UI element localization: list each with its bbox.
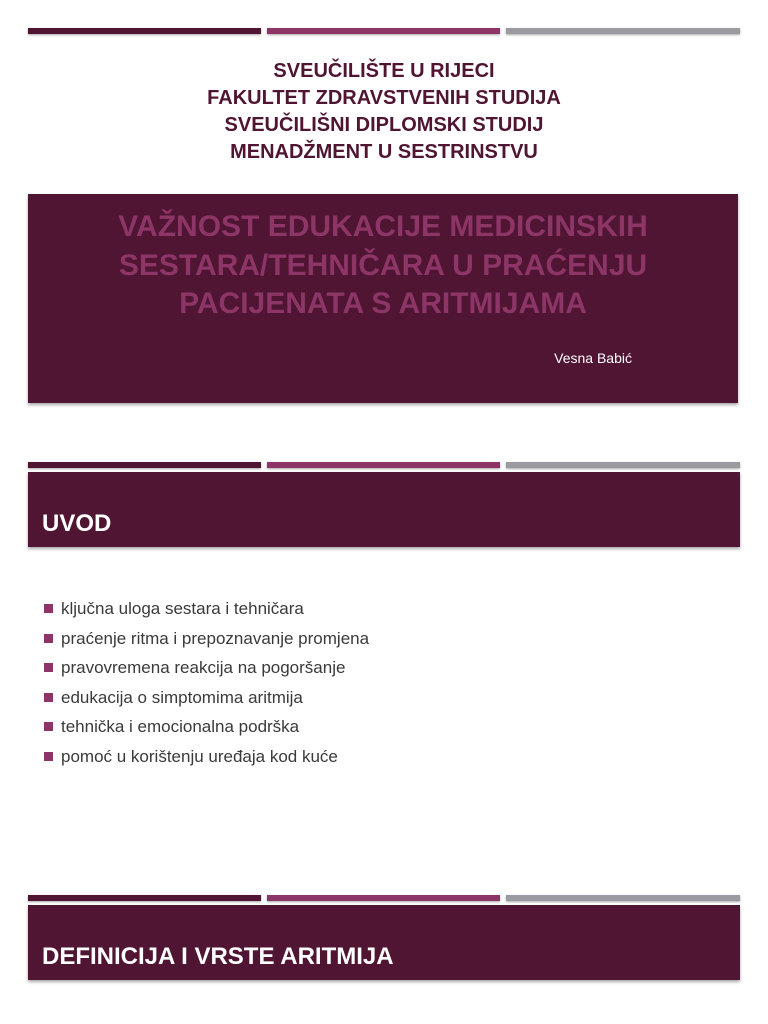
accent-stripe-gray <box>506 28 740 34</box>
square-bullet-icon <box>44 752 53 761</box>
accent-stripe-magenta <box>267 462 500 468</box>
square-bullet-icon <box>44 604 53 613</box>
accent-stripe-row <box>28 895 740 903</box>
accent-stripe-plum <box>28 28 261 34</box>
square-bullet-icon <box>44 693 53 702</box>
title-box <box>28 194 738 403</box>
section-heading: UVOD <box>42 510 112 537</box>
list-item <box>44 689 369 719</box>
accent-stripe-row <box>28 462 740 470</box>
list-item-text: edukacija o simptomima aritmija <box>61 687 303 707</box>
faculty-line: FAKULTET ZDRAVSTVENIH STUDIJA <box>207 87 561 109</box>
accent-stripe-magenta <box>267 28 500 34</box>
list-item <box>44 748 369 778</box>
list-item-text: ključna uloga sestara i tehničara <box>61 599 304 618</box>
study-line: SVEUČILIŠNI DIPLOMSKI STUDIJ <box>224 114 544 136</box>
university-line: SVEUČILIŠTE U RIJECI <box>273 60 495 82</box>
list-item <box>44 718 369 748</box>
title-line: PACIJENATA S ARITMIJAMA <box>179 287 587 320</box>
title-line: SESTARA/TEHNIČARA U PRAĆENJU <box>118 248 648 282</box>
author-name: Vesna Babić <box>554 350 632 366</box>
section-header-definicija <box>28 905 740 980</box>
accent-stripe-gray <box>506 462 740 468</box>
list-item <box>44 659 369 689</box>
university-header <box>0 58 768 166</box>
bullet-list <box>44 600 369 778</box>
list-item <box>44 630 369 660</box>
presentation-title <box>28 208 738 324</box>
list-item-text: tehnička i emocionalna podrška <box>61 717 300 737</box>
section-header-uvod <box>28 472 740 547</box>
accent-stripe-gray <box>506 895 740 901</box>
program-line: MENADŽMENT U SESTRINSTVU <box>230 141 538 163</box>
accent-stripe-plum <box>28 462 261 468</box>
list-item-text: praćenje ritma i prepoznavanje promjena <box>61 628 370 648</box>
title-line: VAŽNOST EDUKACIJE MEDICINSKIH <box>118 210 648 243</box>
accent-stripe-magenta <box>267 895 500 901</box>
square-bullet-icon <box>44 663 53 672</box>
list-item-text: pravovremena reakcija na pogoršanje <box>61 658 346 678</box>
list-item <box>44 600 369 630</box>
accent-stripe-row <box>28 28 740 36</box>
section-heading: DEFINICIJA I VRSTE ARITMIJA <box>42 943 394 970</box>
list-item-text: pomoć u korištenju uređaja kod kuće <box>61 746 338 766</box>
square-bullet-icon <box>44 634 53 643</box>
square-bullet-icon <box>44 722 53 731</box>
accent-stripe-plum <box>28 895 261 901</box>
